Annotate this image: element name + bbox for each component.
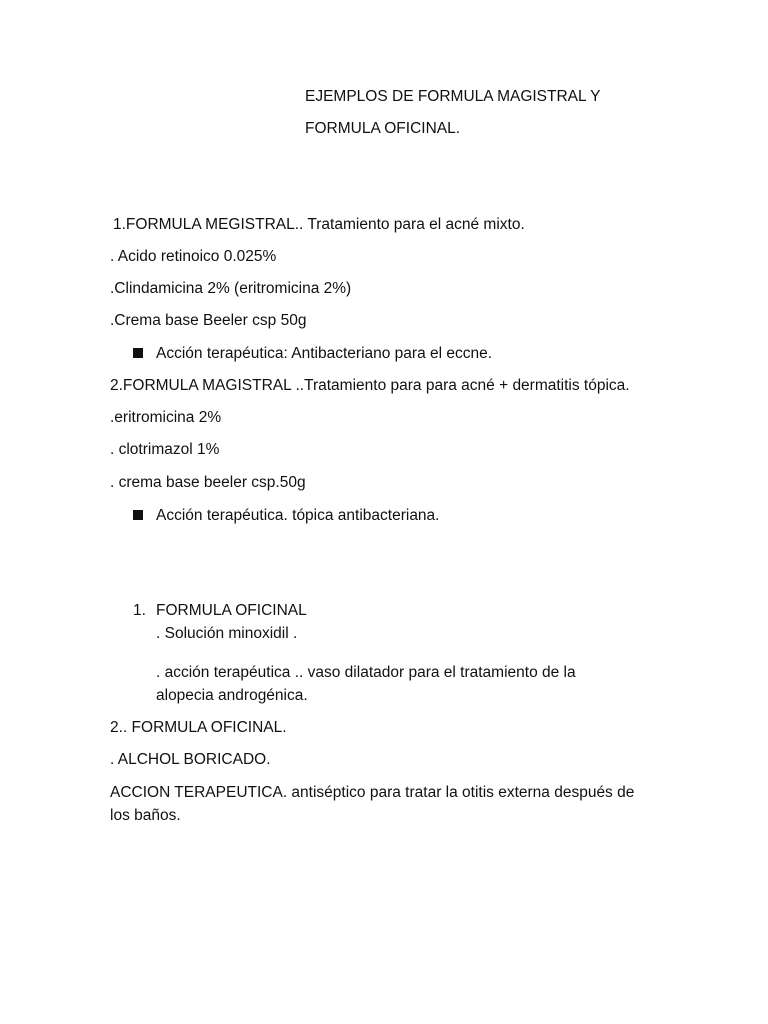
formula2-heading: 2.FORMULA MAGISTRAL ..Tratamiento para para acné + dermatitis tópica. (110, 377, 630, 394)
oficinal2-item: . ALCHOL BORICADO. (110, 751, 271, 768)
oficinal1-heading: FORMULA OFICINAL (156, 602, 307, 619)
formula2-item: . clotrimazol 1% (110, 441, 220, 458)
formula1-item: . Acido retinoico 0.025% (110, 248, 277, 265)
square-bullet-icon (133, 348, 143, 358)
oficinal1-number: 1. (133, 602, 146, 619)
oficinal1-action-line-1: . acción terapéutica .. vaso dilatador para el tratamiento de la (156, 664, 576, 681)
square-bullet-icon (133, 510, 143, 520)
formula1-item: .Clindamicina 2% (eritromicina 2%) (110, 280, 352, 297)
document-title-line-1: EJEMPLOS DE FORMULA MAGISTRAL Y (305, 88, 601, 105)
oficinal1-action-line-2: alopecia androgénica. (156, 687, 308, 704)
oficinal1-item: . Solución minoxidil . (156, 625, 298, 642)
formula1-action: Acción terapéutica: Antibacteriano para el eccne. (156, 345, 493, 362)
formula1-item: .Crema base Beeler csp 50g (110, 312, 307, 329)
document-title-line-2: FORMULA OFICINAL. (305, 120, 461, 137)
oficinal2-action-line-1: ACCION TERAPEUTICA. antiséptico para tratar la otitis externa después de (110, 784, 635, 801)
formula1-heading: 1.FORMULA MEGISTRAL.. Tratamiento para el acné mixto. (113, 216, 525, 233)
formula2-item: . crema base beeler csp.50g (110, 474, 306, 491)
oficinal2-action-line-2: los baños. (110, 807, 181, 824)
formula2-item: .eritromicina 2% (110, 409, 222, 426)
formula2-action: Acción terapéutica. tópica antibacteriana. (156, 507, 440, 524)
oficinal2-heading: 2.. FORMULA OFICINAL. (110, 719, 287, 736)
